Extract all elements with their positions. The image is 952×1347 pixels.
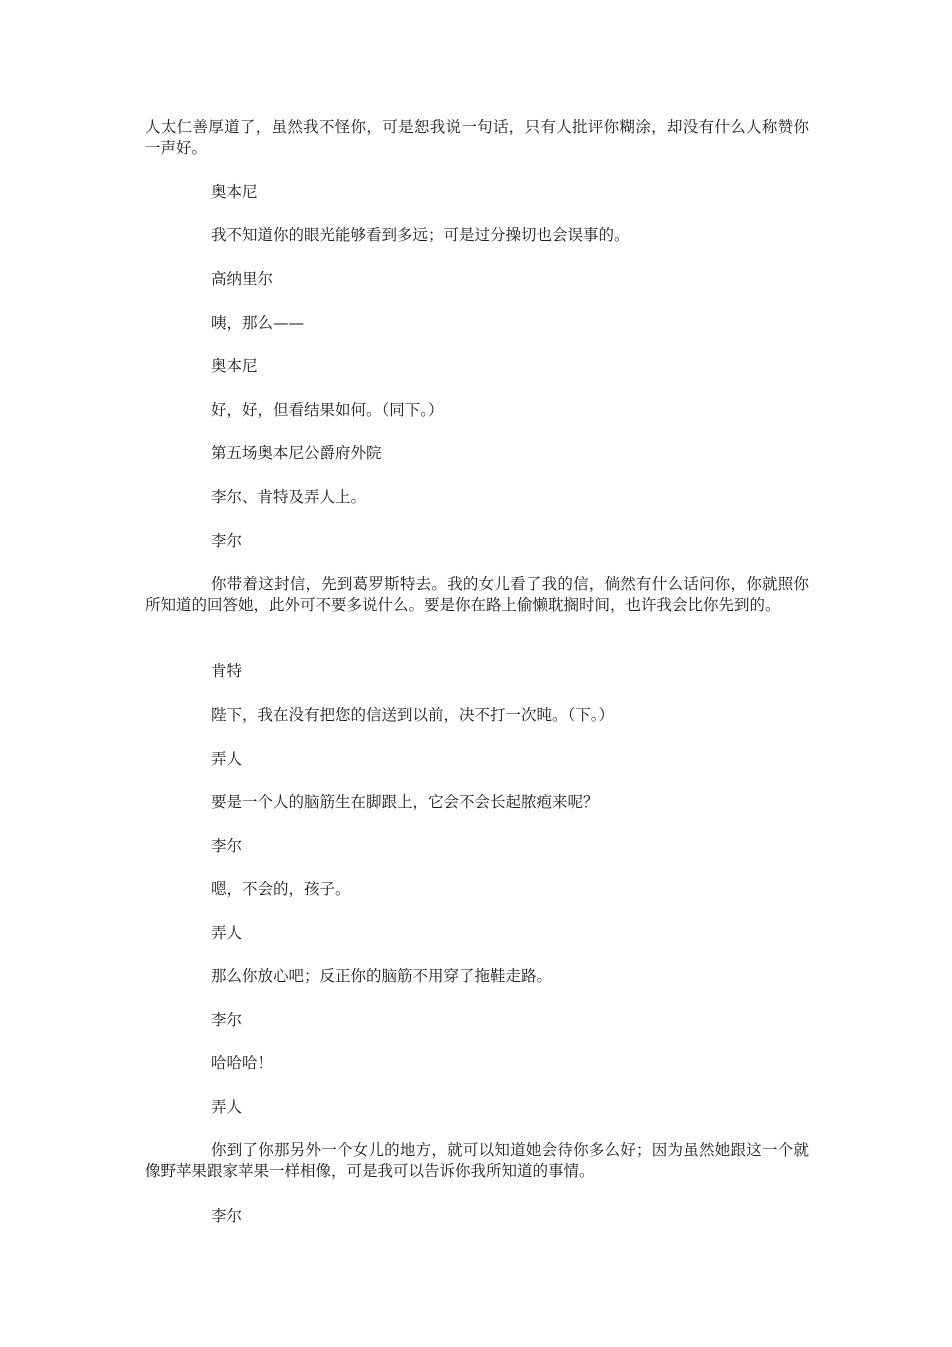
dialogue-line: 陛下，我在没有把您的信送到以前，决不打一次盹。（下。） bbox=[211, 706, 615, 724]
speaker-name: 李尔 bbox=[211, 1011, 243, 1029]
stage-direction: 李尔、肯特及弄人上。 bbox=[211, 488, 367, 506]
dialogue-line: 哈哈哈！ bbox=[211, 1054, 274, 1072]
paragraph-continuation: 人太仁善厚道了，虽然我不怪你，可是恕我说一句话，只有人批评你糊涂，却没有什么人称赞你一声好。 bbox=[145, 118, 809, 157]
speaker-name: 奥本尼 bbox=[211, 183, 258, 201]
speaker-name: 弄人 bbox=[211, 1098, 243, 1116]
speaker-name: 李尔 bbox=[211, 532, 243, 550]
dialogue-line: 咦，那么—— bbox=[211, 314, 305, 332]
dialogue-line: 你到了你那另外一个女儿的地方，就可以知道她会待你多么好；因为虽然她跟这一个就像野苹果跟家苹果一样相像，可是我可以告诉你我所知道的事情。 bbox=[145, 1141, 809, 1180]
speaker-name: 弄人 bbox=[211, 924, 243, 942]
dialogue-line: 要是一个人的脑筋生在脚跟上，它会不会长起脓疱来呢？ bbox=[211, 793, 599, 811]
speaker-name: 弄人 bbox=[211, 750, 243, 768]
speaker-name: 高纳里尔 bbox=[211, 270, 274, 288]
dialogue-line: 你带着这封信，先到葛罗斯特去。我的女儿看了我的信，倘然有什么话问你，你就照你所知道的回答她，此外可不要多说什么。要是你在路上偷懒耽搁时间，也许我会比你先到的。 bbox=[145, 575, 809, 614]
speaker-name: 李尔 bbox=[211, 837, 243, 855]
speaker-name: 奥本尼 bbox=[211, 357, 258, 375]
dialogue-line: 嗯，不会的，孩子。 bbox=[211, 880, 351, 898]
scene-heading: 第五场奥本尼公爵府外院 bbox=[211, 444, 382, 462]
speaker-name: 肯特 bbox=[211, 662, 243, 680]
dialogue-line: 我不知道你的眼光能够看到多远；可是过分操切也会误事的。 bbox=[211, 226, 630, 244]
speaker-name: 李尔 bbox=[211, 1207, 243, 1225]
dialogue-line: 那么你放心吧；反正你的脑筋不用穿了拖鞋走路。 bbox=[211, 967, 553, 985]
dialogue-line: 好，好，但看结果如何。（同下。） bbox=[211, 401, 444, 419]
